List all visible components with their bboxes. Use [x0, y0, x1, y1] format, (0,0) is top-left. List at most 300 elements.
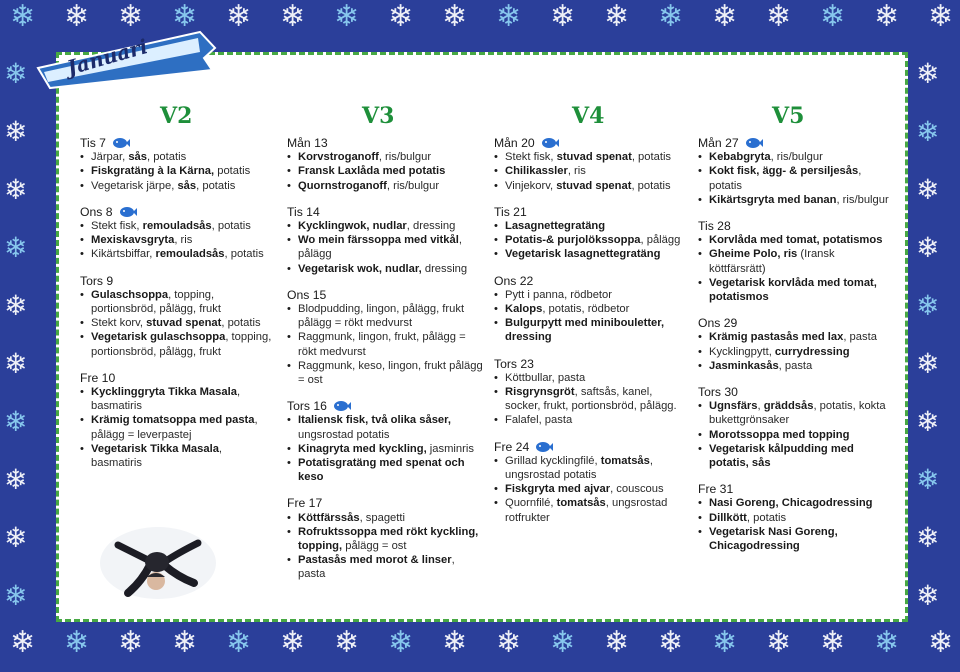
- snowflake-icon: ❄: [280, 625, 306, 660]
- day-heading-text: Tors 30: [698, 385, 738, 400]
- dish-main: Gulaschsoppa: [91, 288, 169, 301]
- dish-item: [287, 359, 483, 387]
- dish-side: Quornfilé,: [505, 497, 557, 510]
- day-heading-text: Tors 16: [287, 399, 327, 414]
- day-menu: [698, 316, 894, 373]
- snowflake-icon: ❄: [916, 57, 940, 90]
- day-menu: [494, 205, 690, 262]
- day-menu: [494, 136, 690, 193]
- dish-main: Kokt fisk, ägg- & persiljesås: [709, 165, 859, 178]
- dish-side: dressing: [421, 262, 468, 275]
- dish-side: ,: [757, 400, 764, 413]
- dish-main: Krämig tomatsoppa med pasta: [91, 414, 255, 427]
- snowflake-icon: ❄: [4, 347, 28, 380]
- day-heading: [494, 440, 690, 454]
- snowflake-icon: ❄: [916, 347, 940, 380]
- dish-main: stuvad spenat: [556, 179, 632, 192]
- snowflake-icon: ❄: [604, 0, 630, 34]
- dish-main: Vegetarisk lasagnettegratäng: [505, 248, 661, 261]
- day-menu: [698, 385, 894, 470]
- dish-main: Italiensk fisk, två olika såser,: [298, 414, 451, 427]
- dish-main: stuvad spenat: [556, 151, 632, 164]
- week-column: [494, 136, 690, 525]
- day-menu: [494, 357, 690, 428]
- snowflake-icon: ❄: [172, 0, 198, 34]
- dish-side: Järpar,: [91, 151, 129, 164]
- day-menu: [287, 399, 483, 484]
- dish-item: [494, 247, 690, 261]
- dish-side: , ris: [567, 165, 586, 178]
- dish-list: [287, 219, 483, 276]
- day-heading-text: Ons 22: [494, 273, 534, 288]
- dish-side: , spagetti: [359, 511, 405, 524]
- dish-main: Kycklingwok, nudlar: [298, 220, 407, 233]
- dish-item: [494, 219, 690, 233]
- dish-main: Vegetarisk Nasi Goreng, Chicagodressing: [709, 525, 838, 553]
- dish-side: , pasta: [778, 359, 813, 372]
- dish-side: Blodpudding, lingon, pålägg, frukt pålägg = rökt medvurst: [298, 303, 465, 330]
- dish-side: , pasta: [298, 554, 455, 581]
- dish-main: Gheime Polo, ris: [709, 248, 798, 261]
- dish-main: Rofruktssoppa med rökt kyckling, topping,: [298, 525, 479, 553]
- snowflake-icon: ❄: [916, 521, 940, 554]
- day-heading: [287, 205, 483, 219]
- dish-main: Krämig pastasås med lax: [709, 331, 844, 344]
- day-heading: [287, 136, 483, 150]
- snowflake-icon: ❄: [334, 625, 360, 660]
- dish-item: [494, 316, 690, 344]
- dish-item: [80, 150, 276, 164]
- dish-item: [287, 511, 483, 525]
- snowflake-icon: ❄: [658, 625, 684, 660]
- dish-side: , saftsås, kanel, socker, frukt, portionsbröd, pålägg.: [505, 386, 677, 413]
- snowflake-icon: ❄: [874, 625, 900, 660]
- dish-item: [287, 442, 483, 456]
- dish-list: [494, 150, 690, 193]
- dish-side: Stekt fisk,: [91, 220, 143, 233]
- snowflake-icon: ❄: [334, 0, 360, 34]
- dish-side: , potatis: [631, 151, 672, 164]
- day-menu: [80, 371, 276, 470]
- snowflake-icon: ❄: [4, 521, 28, 554]
- dish-main: Quornstroganoff: [298, 179, 387, 192]
- snowflake-icon: ❄: [172, 625, 198, 660]
- dish-side: Stekt fisk,: [505, 151, 557, 164]
- fish-icon: [119, 206, 137, 218]
- week-column: [80, 136, 276, 470]
- dish-item: [287, 150, 483, 164]
- week-label: V3: [362, 103, 395, 129]
- day-menu: [698, 482, 894, 553]
- fish-icon: [535, 441, 553, 453]
- dish-list: [80, 288, 276, 359]
- dish-item: [287, 330, 483, 358]
- day-heading: [80, 136, 276, 150]
- snowflake-icon: ❄: [64, 625, 90, 660]
- dish-side: Stekt korv,: [91, 317, 147, 330]
- dish-item: [80, 413, 276, 441]
- snowflake-icon: ❄: [442, 0, 468, 34]
- dish-side: , potatis: [221, 317, 261, 330]
- day-heading-text: Tis 21: [494, 204, 527, 219]
- snowflake-icon: ❄: [916, 231, 940, 264]
- dish-side: , potatis: [146, 151, 187, 164]
- dish-list: [698, 330, 894, 373]
- dish-item: [287, 456, 483, 484]
- dish-item: [494, 288, 690, 302]
- snowflake-icon: ❄: [712, 0, 738, 34]
- dish-side: ungsrostad potatis: [298, 428, 390, 441]
- week-column: [698, 136, 894, 553]
- day-heading-text: Fre 24: [494, 439, 530, 454]
- fish-icon: [112, 137, 130, 149]
- dish-main: Chilikassler: [505, 165, 568, 178]
- dish-side: , basmatiris: [91, 442, 223, 470]
- day-menu: [80, 136, 276, 193]
- dish-item: [698, 511, 894, 525]
- dish-side: Raggmunk, lingon, frukt, pålägg = rökt medvurst: [298, 331, 466, 358]
- dish-item: [698, 399, 894, 427]
- dish-item: [494, 385, 690, 413]
- dish-item: [80, 385, 276, 413]
- dish-item: [80, 330, 276, 358]
- snowflake-icon: ❄: [226, 0, 252, 34]
- dish-item: [80, 233, 276, 247]
- dish-side: Grillad kycklingfilé,: [505, 454, 601, 467]
- dish-side: (Iransk köttfärsrätt): [709, 248, 835, 275]
- dish-item: [698, 276, 894, 304]
- dish-main: Kebabgryta: [709, 151, 771, 164]
- dish-side: , pålägg = leverpastej: [91, 414, 258, 441]
- dish-item: [494, 482, 690, 496]
- day-heading-text: Tis 28: [698, 219, 731, 234]
- dish-item: [698, 330, 894, 344]
- snowflake-icon: ❄: [442, 625, 468, 660]
- snowflake-icon: ❄: [64, 0, 90, 34]
- dish-item: [494, 150, 690, 164]
- snowflake-icon: ❄: [766, 0, 792, 34]
- snowflake-icon: ❄: [118, 0, 144, 34]
- dish-side: , ris/bulgur: [836, 193, 889, 206]
- snowflake-icon: ❄: [4, 463, 28, 496]
- day-heading-text: Mån 20: [494, 136, 535, 150]
- day-heading: [287, 399, 483, 413]
- dish-side: , pålägg: [640, 234, 681, 247]
- dish-item: [80, 247, 276, 261]
- day-heading-text: Mån 27: [698, 136, 739, 150]
- dish-main: Fiskgryta med ajvar: [505, 483, 611, 496]
- dish-item: [494, 496, 690, 524]
- day-heading-text: Tors 23: [494, 356, 534, 371]
- day-heading: [80, 371, 276, 385]
- dish-list: [80, 150, 276, 193]
- dish-side: Raggmunk, keso, lingon, frukt pålägg = ost: [298, 359, 483, 387]
- week-label: V2: [160, 103, 193, 129]
- snowflake-icon: ❄: [916, 115, 940, 148]
- dish-side: , pålägg: [298, 234, 462, 261]
- day-heading: [698, 219, 894, 233]
- snowflake-icon: ❄: [928, 0, 954, 34]
- dish-item: [698, 247, 894, 275]
- dish-main: Jasminkasås: [709, 359, 779, 372]
- dish-main: Vegetarisk gulaschsoppa: [91, 331, 226, 344]
- dish-side: , ris/bulgur: [386, 179, 440, 192]
- dish-item: [698, 428, 894, 442]
- dish-main: Vegetarisk Tikka Masala: [91, 442, 219, 455]
- dish-item: [287, 164, 483, 178]
- snow-angel-photo: [98, 515, 218, 603]
- dish-main: currydressing: [774, 345, 850, 358]
- dish-list: [80, 385, 276, 470]
- dish-item: [287, 302, 483, 330]
- dish-side: , potatis: [709, 165, 862, 192]
- dish-main: Kycklinggryta Tikka Masala: [91, 386, 237, 399]
- day-menu: [80, 274, 276, 359]
- dish-item: [494, 233, 690, 247]
- snowflake-icon: ❄: [388, 625, 414, 660]
- dish-main: Korvlåda med tomat, potatismos: [709, 234, 883, 247]
- dish-list: [698, 233, 894, 304]
- dish-main: Vegetarisk kålpudding med potatis, sås: [709, 442, 854, 470]
- dish-item: [494, 179, 690, 193]
- dish-side: Pytt i panna, rödbetor: [505, 288, 612, 301]
- snowflake-icon: ❄: [820, 0, 846, 34]
- snowflake-icon: ❄: [496, 625, 522, 660]
- day-heading-text: Ons 29: [698, 316, 738, 331]
- snowflake-icon: ❄: [916, 405, 940, 438]
- dish-item: [698, 345, 894, 359]
- dish-main: Wo mein färssoppa med vitkål: [298, 234, 459, 247]
- dish-list: [698, 496, 894, 553]
- snowflake-icon: ❄: [874, 0, 900, 34]
- day-heading-text: Tis 14: [287, 204, 320, 219]
- snowflake-icon: ❄: [658, 0, 684, 34]
- dish-list: [287, 413, 483, 484]
- snowflake-icon: ❄: [4, 579, 28, 612]
- dish-main: Dillkött: [709, 511, 747, 524]
- dish-main: tomatsås: [600, 454, 650, 467]
- dish-side: , potatis: [224, 248, 264, 261]
- dish-side: , dressing: [406, 220, 456, 233]
- dish-side: , potatis: [211, 220, 251, 233]
- dish-item: [80, 179, 276, 193]
- dish-item: [494, 413, 690, 427]
- fish-icon: [745, 137, 763, 149]
- snowflake-icon: ❄: [4, 231, 28, 264]
- dish-main: Korvstroganoff: [298, 151, 379, 164]
- dish-side: potatis: [214, 165, 251, 178]
- dish-list: [698, 399, 894, 470]
- snowflake-icon: ❄: [496, 0, 522, 34]
- dish-item: [494, 454, 690, 482]
- snowflake-icon: ❄: [712, 625, 738, 660]
- dish-list: [698, 150, 894, 207]
- dish-side: , basmatiris: [91, 386, 241, 413]
- dish-side: Köttbullar, pasta: [505, 371, 586, 384]
- snowflake-icon: ❄: [550, 625, 576, 660]
- snowflake-icon: ❄: [916, 289, 940, 322]
- dish-main: Nasi Goreng, Chicagodressing: [709, 497, 873, 510]
- dish-item: [494, 302, 690, 316]
- day-menu: [287, 136, 483, 193]
- dish-main: Vegetarisk korvlåda med tomat, potatismos: [709, 276, 877, 304]
- dish-main: Lasagnettegratäng: [505, 220, 606, 233]
- dish-main: remouladsås: [142, 220, 212, 233]
- dish-main: gräddsås: [763, 400, 814, 413]
- dish-item: [80, 316, 276, 330]
- dish-side: pålägg = ost: [342, 540, 407, 553]
- dish-side: , topping, portionsbröd, pålägg, frukt: [91, 288, 221, 316]
- week-label: V4: [572, 103, 605, 129]
- dish-main: Fiskgratäng à la Kärna,: [91, 165, 215, 178]
- dish-item: [287, 525, 483, 553]
- dish-side: , potatis: [196, 179, 236, 192]
- day-heading-text: Fre 31: [698, 482, 734, 497]
- day-menu: [287, 288, 483, 387]
- dish-side: , pasta: [843, 331, 877, 344]
- day-heading: [287, 496, 483, 510]
- dish-main: sås: [128, 151, 147, 164]
- dish-list: [287, 302, 483, 387]
- dish-side: , ungsrostad potatis: [505, 454, 653, 482]
- dish-side: jasminris: [426, 442, 474, 455]
- dish-side: , potatis: [746, 511, 787, 524]
- dish-list: [287, 511, 483, 582]
- dish-list: [80, 219, 276, 262]
- day-heading-text: Fre 17: [287, 496, 323, 511]
- dish-item: [698, 164, 894, 192]
- dish-item: [287, 219, 483, 233]
- dish-main: Kikärtsgryta med banan: [709, 193, 837, 206]
- day-menu: [698, 219, 894, 304]
- dish-item: [698, 150, 894, 164]
- dish-main: sås: [177, 179, 197, 192]
- dish-item: [287, 179, 483, 193]
- day-heading-text: Fre 10: [80, 370, 116, 385]
- dish-main: Kinagryta med kyckling,: [298, 442, 427, 455]
- dish-main: Potatisgratäng med spenat och keso: [298, 457, 465, 484]
- snowflake-icon: ❄: [4, 115, 28, 148]
- dish-side: , ris/bulgur: [770, 151, 823, 164]
- day-heading-text: Ons 15: [287, 287, 327, 302]
- day-heading: [80, 205, 276, 219]
- day-menu: [698, 136, 894, 207]
- dish-list: [494, 454, 690, 525]
- day-heading: [494, 357, 690, 371]
- dish-item: [80, 288, 276, 316]
- snowflake-icon: ❄: [4, 173, 28, 206]
- snowflake-icon: ❄: [388, 0, 414, 34]
- dish-side: , potatis, kokta bukettgrönsaker: [709, 400, 886, 427]
- dish-side: , potatis, rödbetor: [542, 303, 630, 316]
- dish-main: Mexiskavsgryta: [91, 234, 175, 247]
- snowflake-icon: ❄: [916, 173, 940, 206]
- month-title: Januari: [64, 34, 151, 80]
- day-menu: [80, 205, 276, 262]
- dish-side: , ris: [174, 234, 193, 247]
- dish-side: Kikärtsbiffar,: [91, 248, 156, 261]
- day-heading: [494, 136, 690, 150]
- dish-main: Potatis-& purjolökssoppa: [505, 234, 641, 247]
- dish-item: [80, 442, 276, 470]
- dish-side: , ungsrostad rotfrukter: [505, 497, 668, 524]
- dish-side: , topping, portionsbröd, pålägg, frukt: [91, 331, 272, 358]
- day-menu: [494, 274, 690, 345]
- dish-side: , potatis: [631, 179, 671, 192]
- day-heading: [494, 274, 690, 288]
- day-heading: [698, 482, 894, 496]
- dish-side: Vinjekorv,: [505, 179, 557, 192]
- dish-side: Kycklingpytt,: [709, 345, 775, 358]
- snowflake-icon: ❄: [550, 0, 576, 34]
- day-heading: [80, 274, 276, 288]
- dish-side: Vegetarisk järpe,: [91, 179, 178, 192]
- dish-item: [494, 371, 690, 385]
- snowflake-icon: ❄: [916, 579, 940, 612]
- dish-main: Morotssoppa med topping: [709, 428, 850, 441]
- dish-main: Fransk Laxlåda med potatis: [298, 165, 446, 178]
- day-heading-text: Mån 13: [287, 136, 328, 150]
- dish-side: Falafel, pasta: [505, 414, 573, 427]
- snowflake-icon: ❄: [766, 625, 792, 660]
- day-heading-text: Ons 8: [80, 204, 113, 219]
- fish-icon: [333, 400, 351, 412]
- day-heading: [698, 385, 894, 399]
- day-menu: [494, 440, 690, 525]
- dish-item: [698, 525, 894, 553]
- dish-item: [494, 164, 690, 178]
- snowflake-icon: ❄: [820, 625, 846, 660]
- dish-item: [698, 442, 894, 470]
- dish-item: [287, 233, 483, 261]
- dish-item: [80, 164, 276, 178]
- snowflake-icon: ❄: [4, 289, 28, 322]
- dish-main: tomatsås: [556, 497, 606, 510]
- week-column: [287, 136, 483, 582]
- dish-item: [287, 413, 483, 441]
- dish-item: [698, 359, 894, 373]
- day-heading: [494, 205, 690, 219]
- snowflake-icon: ❄: [280, 0, 306, 34]
- dish-side: , couscous: [610, 483, 664, 496]
- snowflake-icon: ❄: [4, 57, 28, 90]
- dish-main: Vegetarisk wok, nudlar,: [298, 262, 422, 275]
- dish-side: , ris/bulgur: [378, 151, 432, 164]
- dish-item: [698, 496, 894, 510]
- day-heading-text: Tis 7: [80, 136, 106, 150]
- dish-item: [287, 553, 483, 581]
- dish-main: Ugnsfärs: [709, 400, 758, 413]
- snowflake-icon: ❄: [916, 463, 940, 496]
- dish-list: [287, 150, 483, 193]
- snowflake-icon: ❄: [10, 625, 36, 660]
- dish-main: Kalops: [505, 303, 543, 316]
- day-heading: [698, 136, 894, 150]
- snowflake-icon: ❄: [226, 625, 252, 660]
- snowflake-icon: ❄: [604, 625, 630, 660]
- dish-item: [698, 193, 894, 207]
- dish-main: stuvad spenat: [146, 317, 222, 330]
- dish-main: Köttfärssås: [298, 511, 360, 524]
- day-heading-text: Tors 9: [80, 273, 114, 288]
- day-heading: [287, 288, 483, 302]
- snowflake-icon: ❄: [118, 625, 144, 660]
- dish-item: [698, 233, 894, 247]
- dish-main: Bulgurpytt med minibouletter, dressing: [505, 317, 665, 344]
- fish-icon: [541, 137, 559, 149]
- snowflake-icon: ❄: [928, 625, 954, 660]
- day-heading: [698, 316, 894, 330]
